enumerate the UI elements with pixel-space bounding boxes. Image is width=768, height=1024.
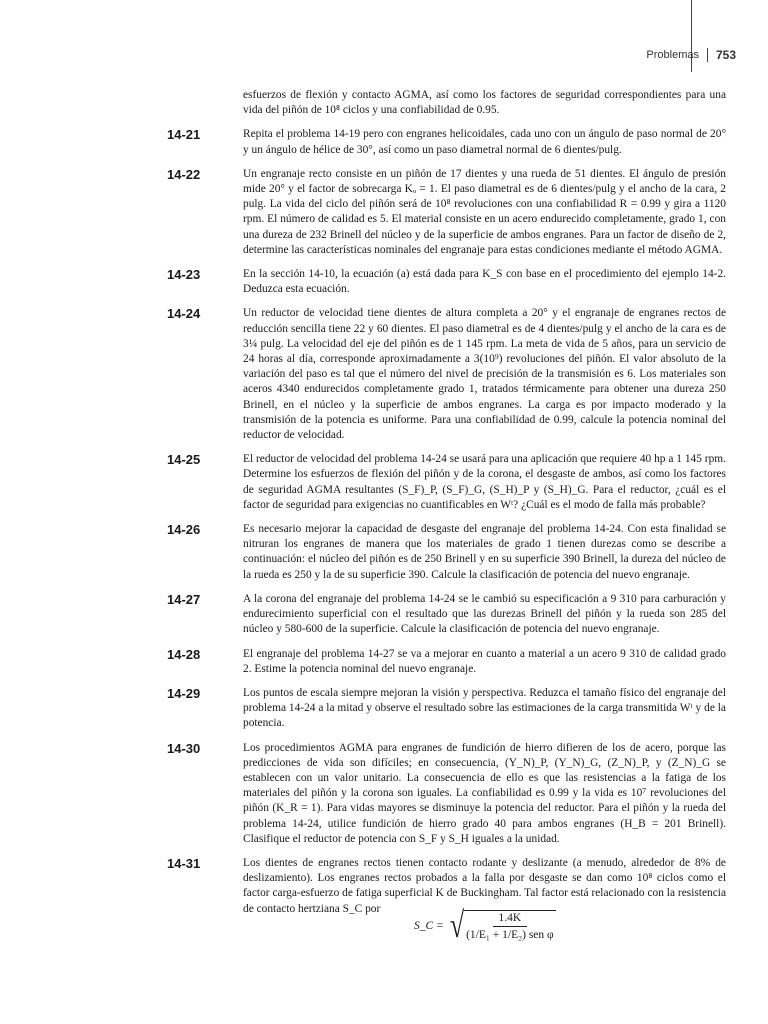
problem-14-21 (0, 127, 768, 157)
problem-text: Repita el problema 14-19 pero con engranes helicoidales, cada uno con un ángulo de paso normal de 20° y un ángulo de hélice de 30°, así como un paso diametral normal de 6 dientes/pulg. (243, 128, 726, 156)
problem-14-22 (0, 167, 768, 258)
problem-number: 14-31 (167, 855, 201, 871)
problem-text: Los puntos de escala siempre mejoran la visión y perspectiva. Reduzca el tamaño físico del engranaje del problema 14-24 a la mitad y observe el resultado sobre las estimaciones de la carga transmitida Wᵗ y de la potencia. (243, 686, 726, 730)
section-title: Problemas (646, 49, 699, 61)
problem-text: El engranaje del problema 14-27 se va a mejorar en cuanto a material a un acero 9 310 de calidad grado 2. Estime la potencia nominal del nuevo engranaje. (243, 647, 726, 675)
problem-number: 14-21 (167, 127, 201, 143)
page-content (0, 88, 768, 926)
page-header (646, 48, 736, 62)
problem-number: 14-22 (167, 166, 201, 182)
problem-14-28 (0, 647, 768, 677)
problem-number: 14-27 (167, 591, 201, 607)
hertzian-stress-formula (414, 904, 556, 946)
problem-number: 14-24 (167, 306, 201, 322)
formula-fraction (464, 910, 556, 941)
problem-number: 14-28 (167, 646, 201, 662)
problem-text: Un reductor de velocidad tiene dientes de altura completa a 20° y el engranaje de engranes rectos de reducción sencilla tiene 22 y 60 dientes. El paso diametral es de 4 dientes/pulg y el ancho de la cara es de 3¼ pulg. La velocidad del eje del piñón es de 1 145 rpm. La meta de vida de 5 años, para un servicio de 24 horas al día, corresponde aproximadamente a 3(10⁹) revoluciones del piñón. El valor absoluto de la variación del paso es tal que el número del nivel de precisión de la transmisión es 6. Los materiales son aceros 4340 endurecidos completamente grado 1, tratados térmicamente para obtener una dureza 250 Brinell, en el núcleo y la superficie de ambos engranes. La carga es por impacto moderado y la transmisión de la potencia es uniforme. Para una confiabilidad de 0.99, calcule la potencia nominal del reductor de velocidad. (243, 307, 726, 442)
problem-14-29 (0, 686, 768, 732)
problem-number: 14-23 (167, 267, 201, 283)
page-number: 753 (715, 48, 736, 62)
sqrt-sign: √ (449, 904, 465, 946)
problem-14-30 (0, 741, 768, 847)
problem-14-23 (0, 267, 768, 297)
formula-denominator: (1/E₁ + 1/E₂) sen φ (466, 929, 554, 941)
problem-14-27 (0, 592, 768, 638)
problem-text: En la sección 14-10, la ecuación (a) está dada para K_S con base en el procedimiento del ejemplo 14-2. Deduzca esta ecuación. (243, 268, 726, 296)
header-divider (707, 48, 708, 62)
formula-numerator: 1.4K (493, 912, 528, 927)
problem-number: 14-29 (167, 685, 201, 701)
problem-number: 14-25 (167, 452, 201, 468)
problem-number: 14-30 (167, 740, 201, 756)
problem-text: Los dientes de engranes rectos tienen contacto rodante y deslizante (a menudo, alrededor de 8% de deslizamiento). Los engranes rectos probados a la falla por desgaste se dan como 10⁸ ciclos como el factor carga-esfuerzo de fatiga superficial K de Buckingham. Tal factor está relacionado con la resistencia de contacto hertziana S_C por (243, 856, 726, 915)
intro-paragraph: esfuerzos de flexión y contacto AGMA, así como los factores de seguridad correspondientes para una vida del piñón de 10⁸ ciclos y una confiabilidad de 0.95. (243, 89, 726, 117)
problem-text: Un engranaje recto consiste en un piñón de 17 dientes y una rueda de 51 dientes. El ángulo de presión mide 20° y el factor de sobrecarga Kₒ = 1. El paso diametral es de 6 dientes/pulg y el ancho de la cara, 2 pulg. La vida del ciclo del piñón será de 10⁸ revoluciones con una confiabilidad R = 0.99 y gira a 1120 rpm. El número de calidad es 5. El material consiste en un acero endurecido completamente, grado 1, con una dureza de 232 Brinell del núcleo y de la superficie de ambos engranes. Para un factor de diseño de 2, determine las características nominales del engranaje para estas condiciones mediante el método AGMA. (243, 167, 726, 256)
formula-lhs: S_C = (414, 919, 444, 932)
problem-text: Los procedimientos AGMA para engranes de fundición de hierro difieren de los de acero, porque las predicciones de vida son difíciles; en consecuencia, (Y_N)_P, (Y_N)_G, (Z_N)_P, y (Z_N)_G se establecen con un valor unitario. La consecuencia de ello es que las resistencias a la fatiga de los materiales del piñón y la corona son iguales. La confiabilidad es 0.99 y la vida es 10⁷ revoluciones del piñón (K_R = 1). Para vidas mayores se disminuye la potencia del reductor. Para el piñón y la rueda del problema 14-24, utilice fundición de hierro grado 40 para ambos engranes (H_B = 201 Brinell). Clasifique el reductor de potencia con S_F y S_H iguales a la unidad. (243, 741, 726, 845)
problem-14-25 (0, 452, 768, 513)
problem-text: Es necesario mejorar la capacidad de desgaste del engranaje del problema 14-24. Con esta finalidad se nitruran los engranes de manera que los materiales de grado 1 tienen durezas como se describe a continuación: el núcleo del piñón es de 250 Brinell y en su superficie 390 Brinell, la dureza del núcleo de la rueda es 250 y la de su superficie 390. Calcule la clasificación de potencia del nuevo engranaje. (243, 523, 726, 581)
problem-text: A la corona del engranaje del problema 14-24 se le cambió su especificación a 9 310 para carburación y endurecimiento superficial con el resultado que las durezas Brinell del piñón y la rueda son 285 del núcleo y 580-600 de la superficie. Calcule la clasificación de potencia del nuevo engranaje. (243, 592, 726, 636)
problem-text: El reductor de velocidad del problema 14-24 se usará para una aplicación que requiere 40 hp a 1 145 rpm. Determine los esfuerzos de flexión del piñón y de la corona, el desgaste de ambos, así como los factores de seguridad AGMA resultantes (S_F)_P, (S_F)_G, (S_H)_P y (S_H)_G. Para el reductor, ¿cuál es el factor de seguridad para exigencias no cuantificables en Wᵗ? ¿Cuál es el modo de falla más probable? (243, 453, 726, 511)
problem-14-26 (0, 522, 768, 583)
problem-14-24 (0, 306, 768, 443)
problem-number: 14-26 (167, 522, 201, 538)
problem-14-31 (0, 856, 768, 917)
